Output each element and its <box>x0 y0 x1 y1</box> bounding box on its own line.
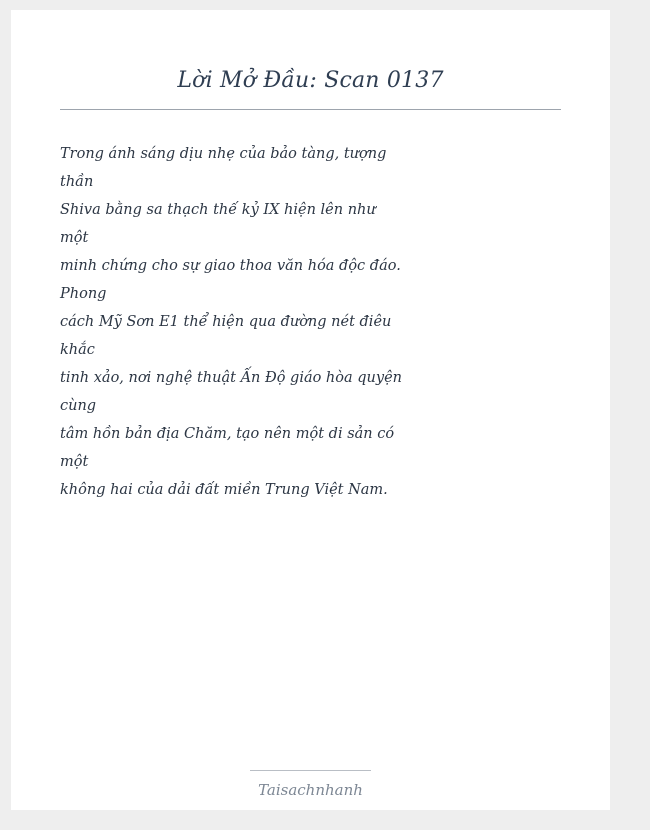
page-title: Lời Mở Đầu: Scan 0137 <box>177 68 444 93</box>
document-page <box>11 10 610 810</box>
body-line: Phong <box>60 286 107 302</box>
body-line: Trong ánh sáng dịu nhẹ của bảo tàng, tượng <box>60 146 387 162</box>
body-line: Shiva bằng sa thạch thế kỷ IX hiện lên như <box>60 202 376 218</box>
footer-divider <box>250 770 371 771</box>
body-line: minh chứng cho sự giao thoa văn hóa độc đáo. <box>60 258 401 274</box>
title-divider <box>60 109 561 110</box>
body-line: cách Mỹ Sơn E1 thể hiện qua đường nét điêu <box>60 314 392 330</box>
body-line: khắc <box>60 342 95 358</box>
body-text <box>60 140 402 504</box>
body-line: một <box>60 230 89 246</box>
body-line: tâm hồn bản địa Chăm, tạo nên một di sản có <box>60 426 395 442</box>
body-line: không hai của dải đất miền Trung Việt Nam. <box>60 482 388 498</box>
footer-watermark: Taisachnhanh <box>258 781 363 799</box>
body-line: một <box>60 454 89 470</box>
body-line: thần <box>60 174 94 190</box>
body-line: tinh xảo, nơi nghệ thuật Ấn Độ giáo hòa quyện <box>60 370 402 386</box>
body-line: cùng <box>60 398 97 414</box>
